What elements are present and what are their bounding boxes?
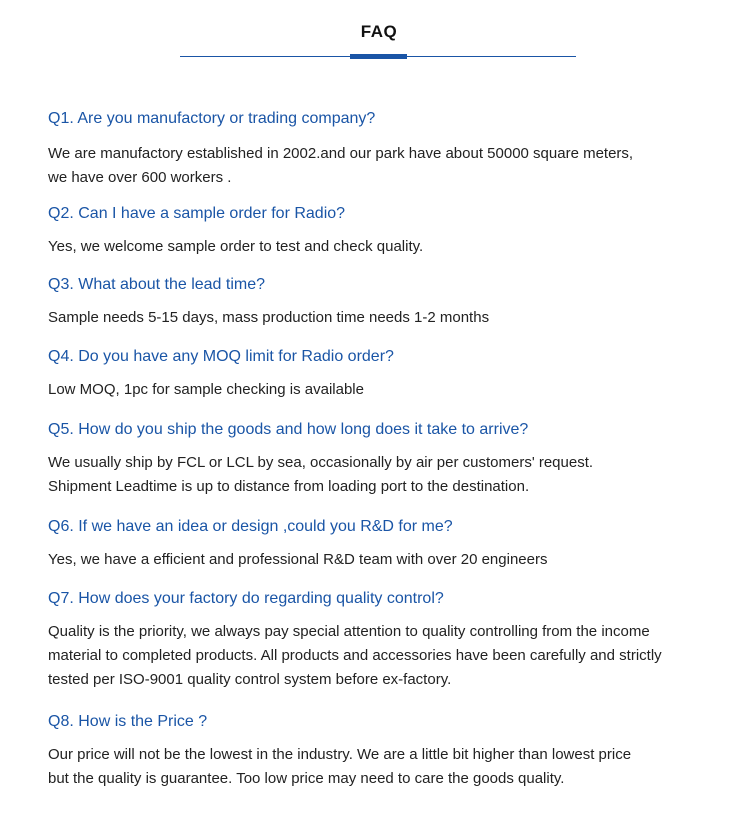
faq-answer-5: We usually ship by FCL or LCL by sea, occasionally by air per customers' request. Shipment Leadtime is up to distance from loading port to the destination. bbox=[48, 454, 594, 495]
faq-answer-4: Low MOQ, 1pc for sample checking is available bbox=[48, 381, 364, 398]
faq-question-2: Q2. Can I have a sample order for Radio? bbox=[48, 205, 346, 222]
faq-question-4: Q4. Do you have any MOQ limit for Radio order? bbox=[48, 348, 394, 365]
faq-question-7: Q7. How does your factory do regarding quality control? bbox=[48, 590, 444, 607]
faq-question-3: Q3. What about the lead time? bbox=[48, 276, 266, 293]
faq-question-1: Q1. Are you manufactory or trading company? bbox=[48, 110, 376, 127]
title-divider-accent bbox=[350, 54, 407, 59]
faq-answer-6: Yes, we have a efficient and professional R&D team with over 20 engineers bbox=[48, 551, 548, 568]
faq-question-5: Q5. How do you ship the goods and how long does it take to arrive? bbox=[48, 421, 529, 438]
faq-answer-2: Yes, we welcome sample order to test and check quality. bbox=[48, 238, 424, 255]
faq-answer-3: Sample needs 5-15 days, mass production time needs 1-2 months bbox=[48, 309, 490, 326]
page-title: FAQ bbox=[360, 22, 398, 41]
faq-answer-7: Quality is the priority, we always pay special attention to quality controlling from the income material to completed products. All products and accessories have been carefully and strictly tested per ISO-9001 quality control system before ex-factory. bbox=[48, 623, 662, 688]
faq-question-6: Q6. If we have an idea or design ,could you R&D for me? bbox=[48, 518, 453, 535]
faq-answer-1: We are manufactory established in 2002.and our park have about 50000 square meters, we have over 600 workers . bbox=[48, 145, 634, 186]
faq-answer-8: Our price will not be the lowest in the industry. We are a little bit higher than lowest price but the quality is guarantee. Too low price may need to care the goods quality. bbox=[48, 746, 632, 787]
faq-question-8: Q8. How is the Price ? bbox=[48, 713, 208, 730]
